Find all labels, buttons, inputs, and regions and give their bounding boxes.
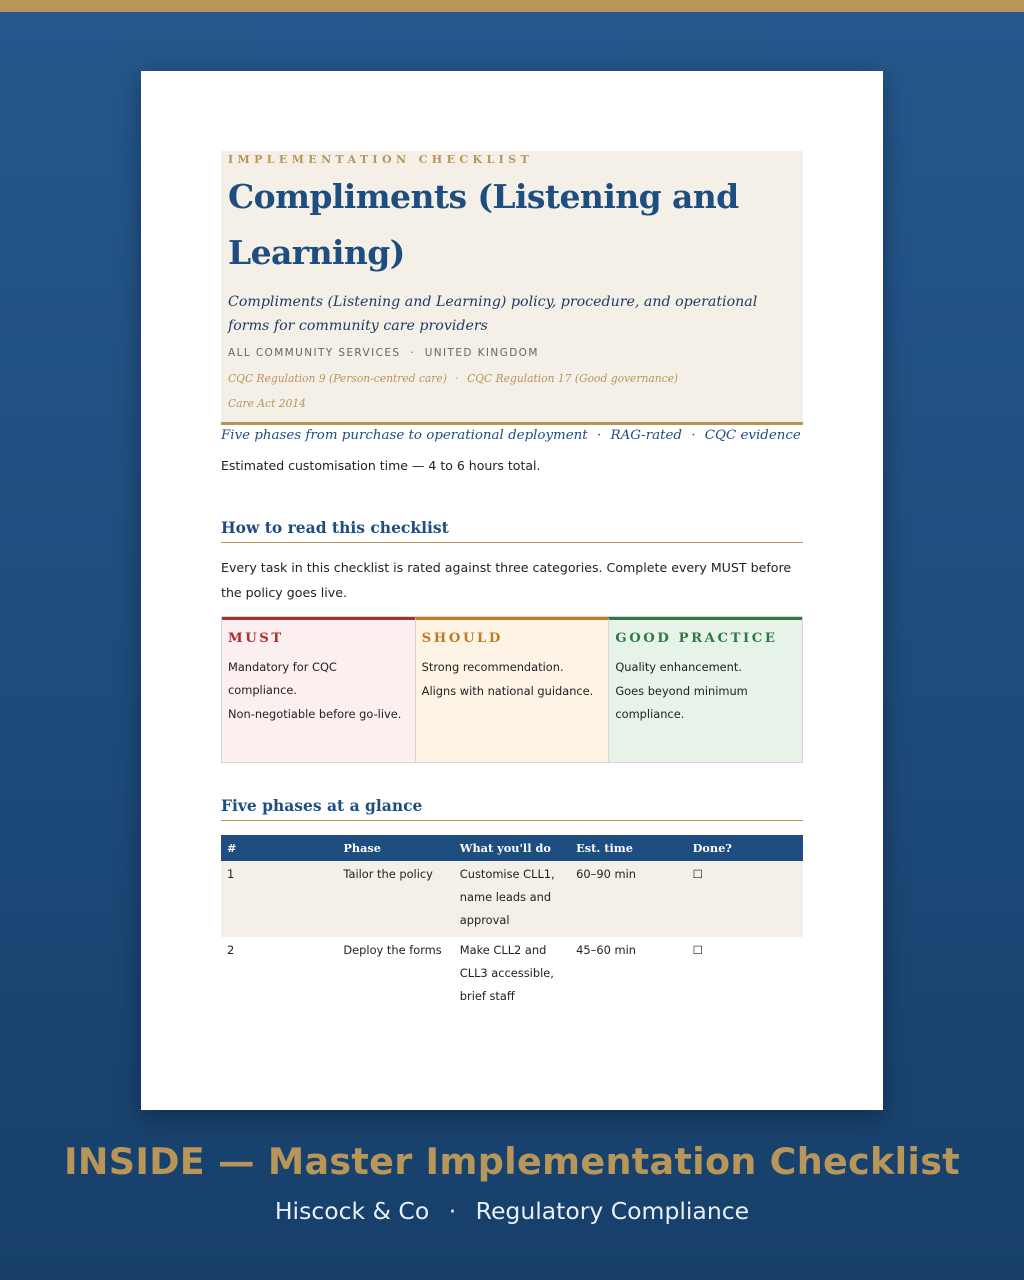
column-header: Phase <box>337 835 453 861</box>
eyebrow-label: IMPLEMENTATION CHECKLIST <box>228 153 534 166</box>
how-to-read-heading: How to read this checklist <box>221 518 803 543</box>
regulation-item: Care Act 2014 <box>228 397 306 410</box>
category-label: Regulatory Compliance <box>475 1197 750 1225</box>
table-header-row <box>221 835 803 861</box>
tagline-part: Five phases from purchase to operational deployment <box>221 428 588 443</box>
rag-should-line: Aligns with national guidance. <box>421 684 594 698</box>
estimated-time: Estimated customisation time — 4 to 6 hours total. <box>221 458 541 473</box>
rag-good-practice-line: Quality enhancement. <box>615 660 742 674</box>
footer-subtitle <box>0 1197 1024 1225</box>
rag-must-line: Mandatory for CQC compliance. <box>228 660 337 697</box>
top-accent-bar <box>0 0 1024 12</box>
regulation-item: CQC Regulation 17 (Good governance) <box>467 372 679 385</box>
regulation-separator: · <box>455 372 459 385</box>
rag-must-line: Non-negotiable before go-live. <box>228 707 402 721</box>
rag-good-practice-line: Goes beyond minimum compliance. <box>615 684 748 721</box>
phases-heading: Five phases at a glance <box>221 796 803 821</box>
rag-good-practice-label: GOOD PRACTICE <box>615 631 778 646</box>
phase-name: Tailor the policy <box>337 861 453 937</box>
tagline-separator: · <box>691 428 696 443</box>
scope-label: ALL COMMUNITY SERVICES <box>228 347 401 359</box>
column-header: Done? <box>687 835 803 861</box>
region-label: UNITED KINGDOM <box>424 347 539 359</box>
regulation-item: CQC Regulation 9 (Person-centred care) <box>228 372 447 385</box>
regulations-line-2 <box>228 397 796 410</box>
rag-legend <box>221 616 803 763</box>
rag-good-practice-card <box>608 617 802 762</box>
hero-block <box>221 151 803 425</box>
document-page <box>141 71 883 1110</box>
tagline <box>221 427 803 445</box>
phase-time: 60–90 min <box>570 861 686 937</box>
phase-number: 1 <box>221 861 337 937</box>
phase-name: Deploy the forms <box>343 943 442 957</box>
rag-must-card <box>222 617 415 762</box>
phase-description: Customise CLL1, name leads and approval <box>454 861 570 937</box>
document-title: Compliments (Listening and Learning) <box>228 177 739 272</box>
table-row <box>221 861 803 937</box>
done-checkbox[interactable]: ☐ <box>692 943 703 957</box>
column-header: What you'll do <box>454 835 570 861</box>
rag-should-line: Strong recommendation. <box>421 660 564 674</box>
how-to-read-intro: Every task in this checklist is rated against three categories. Complete every MUST before the policy goes live. <box>221 560 792 600</box>
meta-separator: · <box>410 347 415 359</box>
table-row <box>221 937 803 1013</box>
footer-title: INSIDE — Master Implementation Checklist <box>64 1140 960 1183</box>
tagline-part: RAG-rated <box>610 428 682 443</box>
tagline-separator: · <box>596 428 602 443</box>
brand-name: Hiscock & Co <box>274 1197 430 1225</box>
done-checkbox[interactable]: ☐ <box>687 861 803 937</box>
phase-description: Make CLL2 and CLL3 accessible, brief staff <box>459 943 554 1003</box>
regulations-line <box>228 372 796 385</box>
rag-must-label: MUST <box>228 631 284 646</box>
footer-separator: · <box>448 1197 457 1225</box>
rag-should-card <box>415 617 609 762</box>
meta-line <box>228 347 796 359</box>
document-subtitle: Compliments (Listening and Learning) policy, procedure, and operational forms for community care providers <box>228 294 758 334</box>
document-content <box>221 151 803 1013</box>
phase-number: 2 <box>227 943 235 957</box>
tagline-part: CQC evidence <box>704 428 801 443</box>
column-header: Est. time <box>570 835 686 861</box>
phase-time: 45–60 min <box>576 943 636 957</box>
column-header: # <box>221 835 337 861</box>
phases-table <box>221 835 803 1013</box>
rag-should-label: SHOULD <box>421 631 503 646</box>
